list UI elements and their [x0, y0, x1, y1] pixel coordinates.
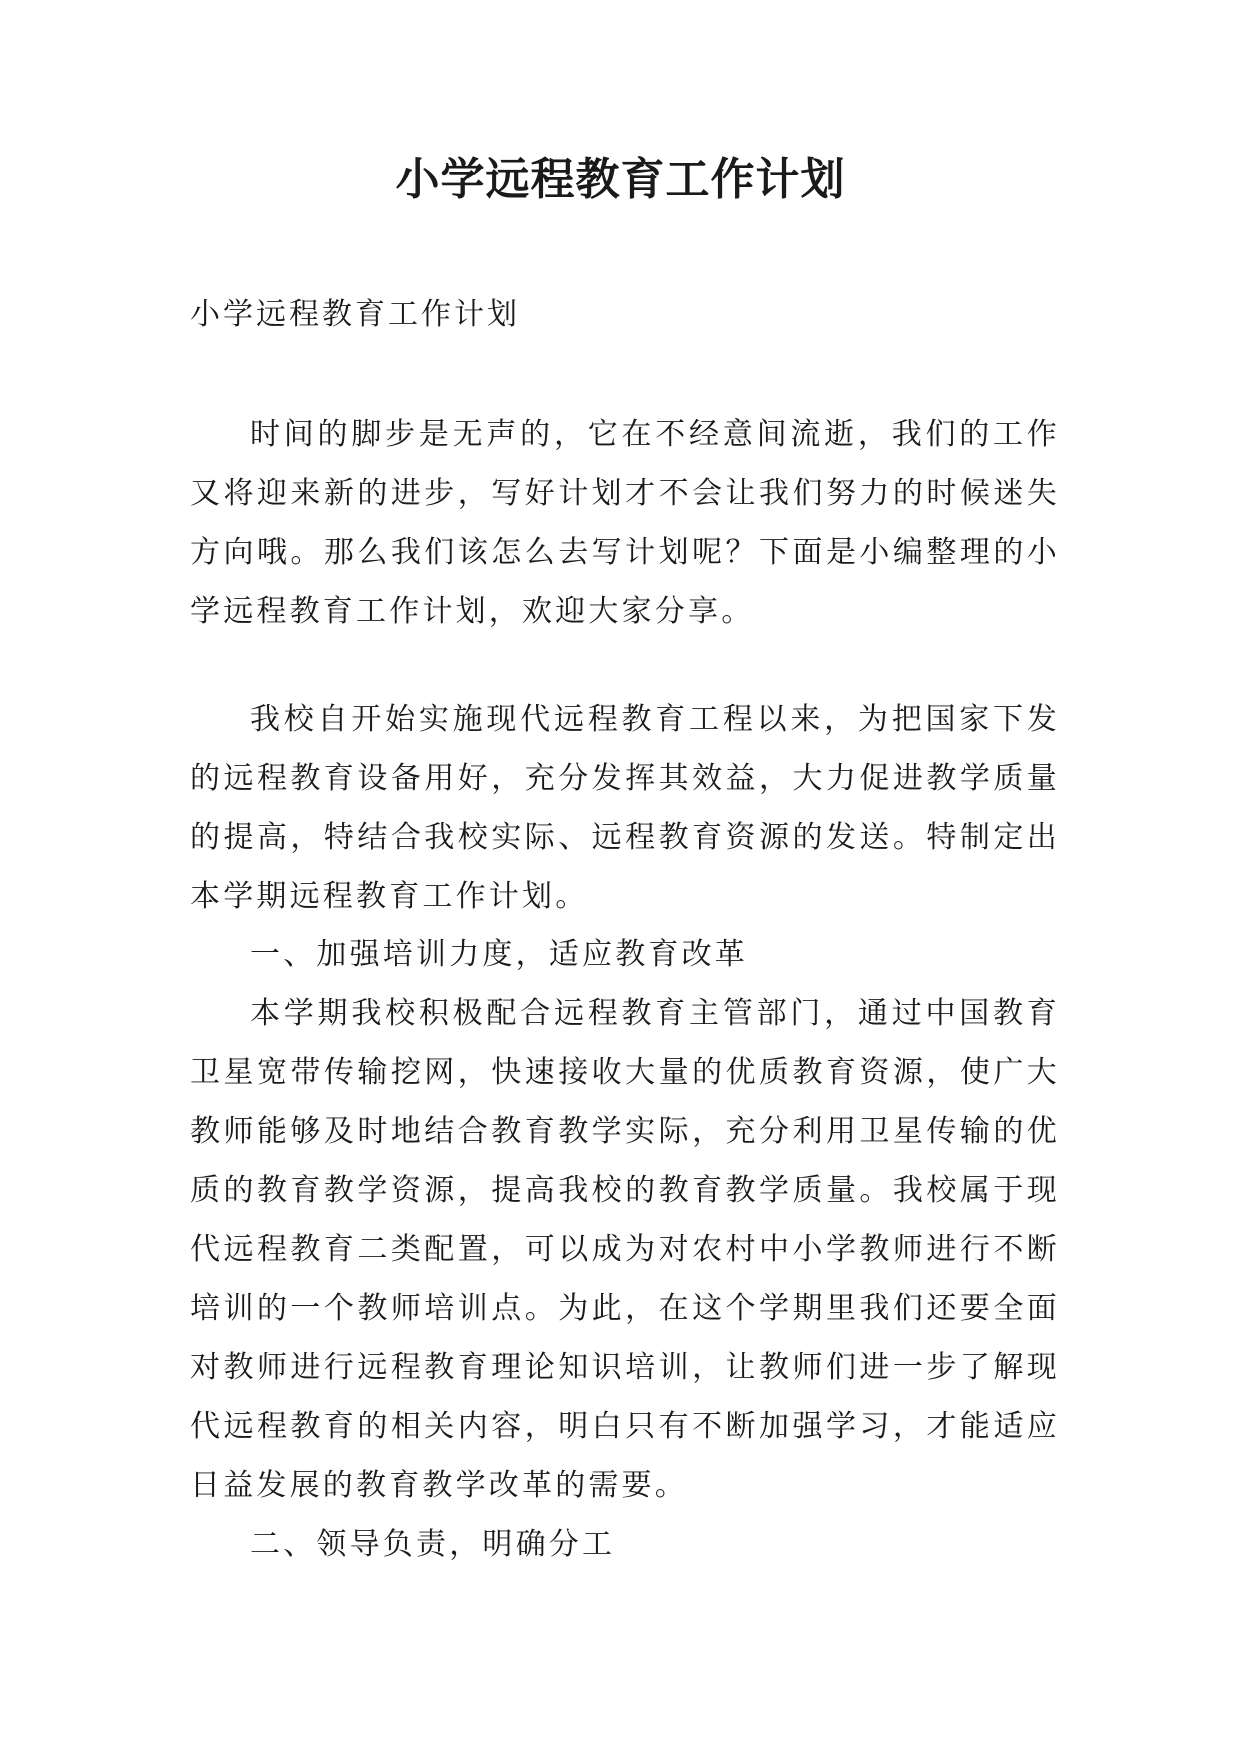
- document-subtitle: 小学远程教育工作计划: [190, 297, 520, 332]
- background-paragraph: 我校自开始实施现代远程教育工程以来，为把国家下发的远程教育设备用好，充分发挥其效益，大力促进教学质量的提高，特结合我校实际、远程教育资源的发送。特制定出本学期远程教育工作计划。: [190, 702, 1060, 914]
- section-heading-2: 二、领导负责，明确分工: [250, 1527, 616, 1562]
- intro-paragraph: 时间的脚步是无声的，它在不经意间流逝，我们的工作又将迎来新的进步，写好计划才不会让我们努力的时候迷失方向哦。那么我们该怎么去写计划呢？下面是小编整理的小学远程教育工作计划，欢迎大家分享。: [190, 417, 1060, 629]
- training-paragraph: 本学期我校积极配合远程教育主管部门，通过中国教育卫星宽带传输挖网，快速接收大量的优质教育资源，使广大教师能够及时地结合教育教学实际，充分利用卫星传输的优质的教育教学资源，提高我校的教育教学质量。我校属于现代远程教育二类配置，可以成为对农村中小学教师进行不断培训的一个教师培训点。为此，在这个学期里我们还要全面对教师进行远程教育理论知识培训，让教师们进一步了解现代远程教育的相关内容，明白只有不断加强学习，才能适应日益发展的教育教学改革的需要。: [190, 996, 1060, 1503]
- section-heading-1: 一、加强培训力度，适应教育改革: [250, 937, 748, 972]
- document-title: 小学远程教育工作计划: [395, 154, 846, 205]
